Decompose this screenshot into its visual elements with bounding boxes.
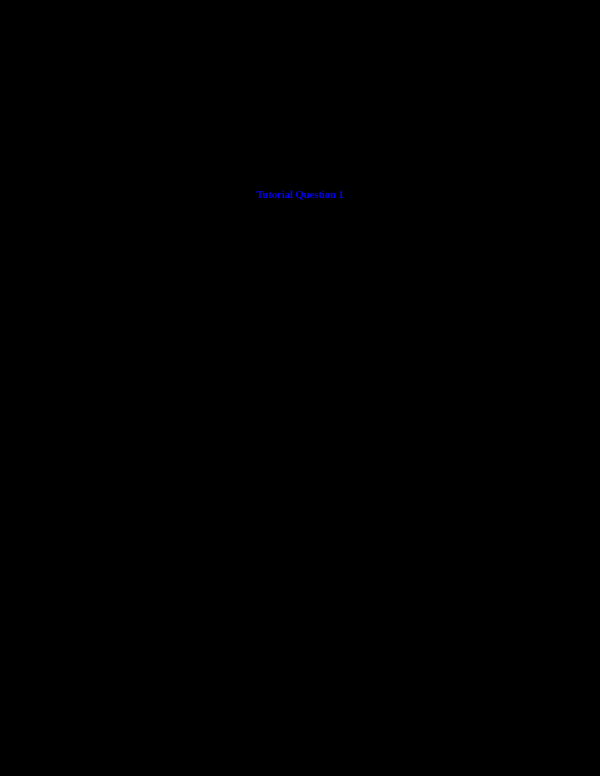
document-title-link[interactable]: Tutorial Question 1 [256,189,344,201]
